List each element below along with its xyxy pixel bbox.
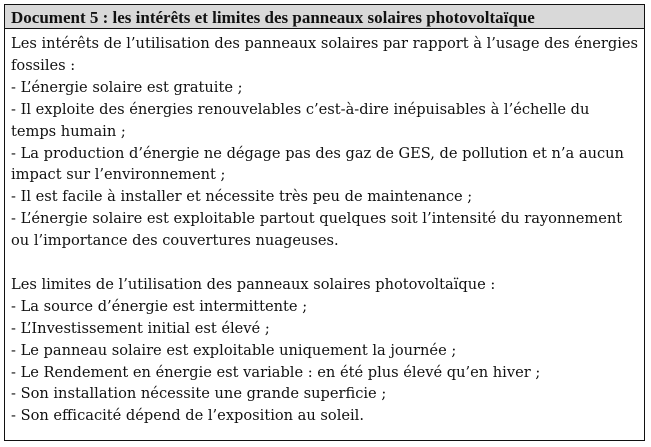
- limites-item: - Le Rendement en énergie est variable : en été plus élevé qu’en hiver ;: [11, 363, 541, 381]
- limites-item: - La source d’énergie est intermittente ;: [11, 297, 308, 315]
- interets-item: - L’énergie solaire est exploitable partout quelques soit l’intensité du rayonnement ou l’importance des couvertures nuageuses.: [11, 210, 623, 250]
- interets-intro: Les intérêts de l’utilisation des panneaux solaires par rapport à l’usage des énergies fossiles :: [11, 35, 638, 74]
- limites-item: - Son installation nécessite une grande superficie ;: [11, 385, 387, 403]
- limites-section: [11, 274, 638, 427]
- interets-item: - La production d’énergie ne dégage pas des gaz de GES, de pollution et n’a aucun impact sur l’environnement ;: [11, 144, 624, 184]
- interets-item: - Il est facile à installer et nécessite très peu de maintenance ;: [11, 188, 473, 206]
- limites-intro: Les limites de l’utilisation des panneaux solaires photovoltaïque :: [11, 275, 496, 293]
- interets-item: - L’énergie solaire est gratuite ;: [11, 78, 243, 96]
- document-body: [5, 29, 644, 427]
- limites-item: - L’Investissement initial est élevé ;: [11, 319, 270, 337]
- interets-item: - Il exploite des énergies renouvelables c’est-à-dire inépuisables à l’échelle du temps humain ;: [11, 100, 590, 140]
- document-title: Document 5 : les intérêts et limites des panneaux solaires photovoltaïque: [5, 5, 644, 29]
- interets-section: [11, 33, 638, 252]
- limites-item: - Le panneau solaire est exploitable uniquement la journée ;: [11, 341, 457, 359]
- limites-item: - Son efficacité dépend de l’exposition au soleil.: [11, 407, 364, 425]
- document-box: [4, 4, 645, 441]
